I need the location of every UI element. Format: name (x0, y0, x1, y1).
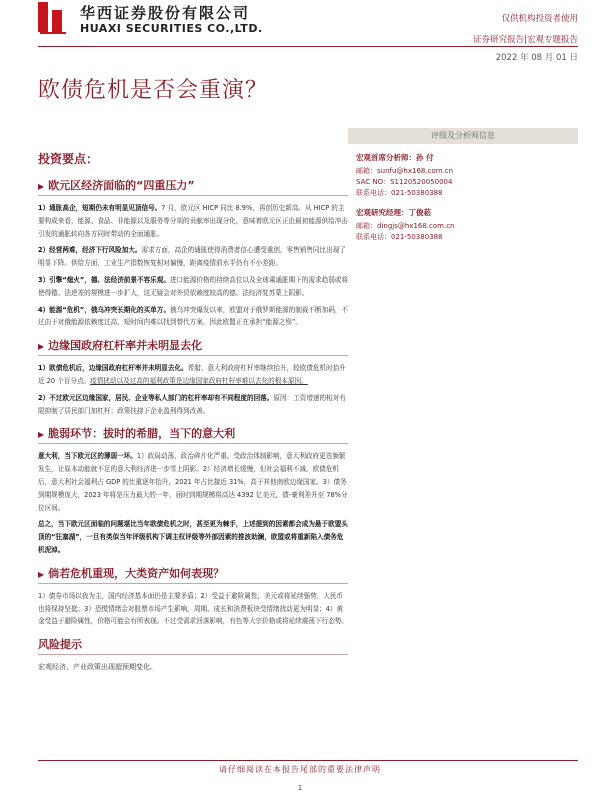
paragraph: 意大利，当下欧元区的薄弱一环。1）政局动荡，政治碎片化严重。受政治体制影响，意大利政府更迭频繁发生，让原本动能就不足的意大利经济进一步雪上阴影。2）经济增长缓慢，但社会福利不减。欧债危机后，意大利社会福利占 GDP 的比重逐年抬升，2021 年占比接近 31%，高于其他南欧边缘国家。3）债务到期规模庞大，2023 年将是压力最大的一年，届时到期规模将高达 4392 亿美元，债-豪利差升至 78%分位区间。 (38, 452, 348, 512)
section-title: ▶ 脆弱环节：拔时的希腊，当下的意大利 (38, 425, 348, 444)
sidebar-heading: 评级及分析师信息 (348, 128, 578, 144)
key-points-title: 投资要点： (38, 152, 99, 166)
triangle-bullet-icon: ▶ (38, 182, 45, 191)
analyst-email[interactable]: 邮箱：dingjs@hx168.com.cn (356, 222, 455, 230)
analyst-sidebar (348, 128, 578, 243)
paragraph: 总之，当下欧元区面临的问题堪比当年欧债危机之时，甚至更为棘手，上述提到的因素都会成为悬于欧盟头顶的“狂塞湖”，一旦有类似当年评级机构下调主权评级等外部因素的推波助澜，欧盟或将重新陷入债务危机泥淖。 (38, 520, 348, 554)
huaxi-logo (38, 2, 70, 34)
analyst-phone: 联系电话：021-50380388 (356, 233, 443, 241)
section-title: ▶ 倘若危机重现，大类资产如何表现？ (38, 565, 348, 584)
section-title: ▶ 欧元区经济面临的“四重压力” (38, 177, 348, 196)
company-name-cn: 华西证券股份有限公司 (80, 4, 251, 22)
main-content (38, 150, 348, 673)
analyst-role: 宏观首席分析师：孙 付 (356, 153, 434, 162)
header-divider (38, 46, 578, 47)
analyst-role: 宏观研究经理：丁俊菘 (356, 208, 431, 217)
paragraph: 4）能源“危机”，俄乌冲突长期化的买单方。俄乌冲突爆发以来，欧盟对于俄罗斯能源的制裁不断加码，不过由于对俄能源依赖度过高，短时间内难以找到替代方案，因此欧盟正在承担“能源之殇”。 (38, 305, 348, 327)
page-number: 1 (297, 784, 303, 792)
triangle-bullet-icon: ▶ (38, 342, 45, 352)
audience-tag: 仅供机构投资者使用 (501, 14, 578, 24)
paragraph: 2）不过欧元区边缘国家，居民、企业等私人部门的杠杆率却有不同程度的回落。原因：工资增速的相对有限抑制了居民部门加杠杆；政策扶持下企业盈利得到改善。 (38, 393, 346, 415)
risk-text: 宏观经济、产业政策出现超预期变化。 (38, 663, 157, 672)
report-category: 证券研究报告|宏观专题报告 (473, 35, 578, 45)
paragraph: 1）通胀高企，短期仍未有明显见顶信号。7 月，欧元区 HICP 同比 8.9%，再创历史新高。从 HICP 的主要构成来看，能源、食品、非能源以及服务等分项的贡献率出现分化，意味着欧元区正由最初能源供给冲击引发的通胀转向各方同时带动的全面通胀。 (38, 204, 348, 238)
analyst-card (348, 144, 578, 243)
analyst-sac: SAC NO：S1120520050004 (356, 178, 453, 186)
triangle-bullet-icon: ▶ (38, 569, 45, 579)
analyst-phone: 联系电话：021-50380388 (356, 189, 443, 197)
section-title: ▶ 边缘国政府杠杆率并未明显去化 (38, 337, 348, 356)
footer-divider (38, 760, 578, 761)
report-title: 欧债危机是否会重演？ (38, 78, 269, 103)
paragraph: 1）债券市场以我为主，国内经济基本面仍是主要矛盾；2）受益于避险属性，美元或将延续强势，人民币也将保持坚挺；3）恐慌情绪会对股票市场产生影响，周期、成长和消费板块受情绪扰动更为明显；4）黄金受益于避险属性，价格可能会有所表现。不过受需求回落影响，有色等大宗价格或将延续震荡下行态势。 (38, 591, 348, 626)
report-date: 2022 年 08 月 01 日 (495, 53, 578, 63)
paragraph: 2）经营两难，经济下行风险加大。需求方面，高企的通胀使得消费者信心遭受重创，零售销售同比出现了明显下降。供给方面，工业生产指数恢复相对偏慢，距离疫情前水平仍有不小差距。 (38, 246, 346, 268)
legal-disclaimer: 请仔细阅读在本报告尾部的重要法律声明 (219, 765, 381, 774)
company-name-en: HUAXI SECURITIES CO.,LTD. (80, 22, 263, 35)
paragraph: 1）欧债危机后，边缘国政府杠杆率并未明显去化。希腊、意大利政府杠杆率继续抬升，较欧债危机时抬升近 20 个百分点。疫情扰动以及过高的福利政策是边缘国家政府杠杆率难以去化的根本原因。 (38, 364, 346, 385)
triangle-bullet-icon: ▶ (38, 430, 45, 440)
analyst-email[interactable]: 邮箱：sunfu@hx168.com.cn (356, 167, 454, 175)
paragraph: 3）引擎“熄火”，德、法经济前景不容乐观。进口能源价格的持续高位以及全球乘通胀期下的需求趋弱或将使得德、法逆差的规模进一步扩大，这无疑会对外贸依赖度较高的德、法经济复苏蒙上阴影。 (38, 275, 348, 297)
risk-title: 风险提示 (38, 636, 348, 655)
